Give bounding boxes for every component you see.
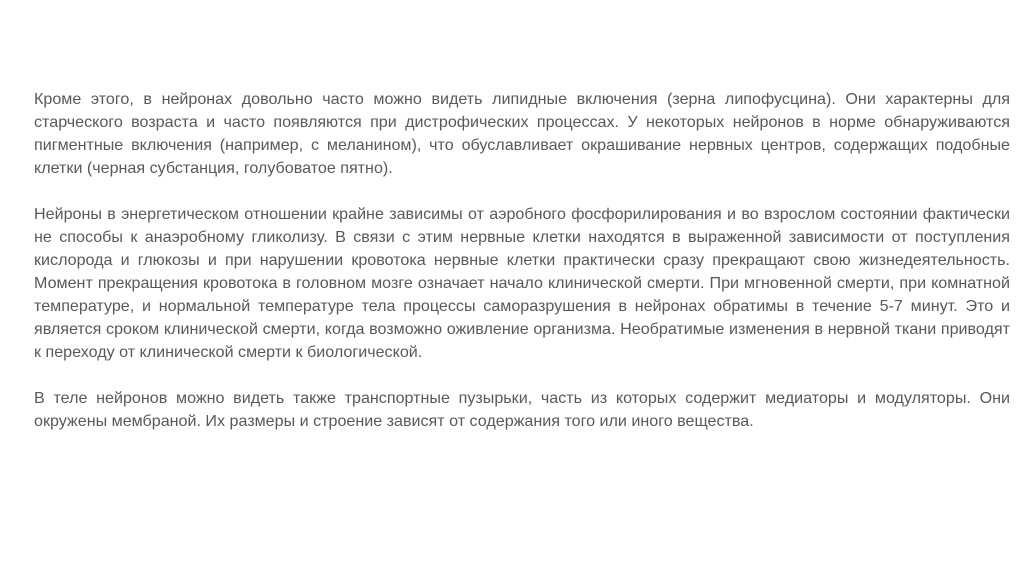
body-text — [34, 88, 1010, 433]
paragraph-lipid-inclusions: Кроме этого, в нейронах довольно часто можно видеть липидные включения (зерна липофусцина). Они характерны для старческого возраста и часто появляются при дистрофических процессах. У некоторых нейронов в норме обнаруживаются пигментные включения (например, с меланином), что обуславливает окрашивание нервных центров, содержащих подобные клетки (черная субстанция, голубоватое пятно). — [34, 90, 1010, 177]
paragraph-transport-vesicles: В теле нейронов можно видеть также транспортные пузырьки, часть из которых содержит медиаторы и модуляторы. Они окружены мембраной. Их размеры и строение зависят от содержания того или иного вещества. — [34, 389, 1010, 430]
paragraph-neuron-energy: Нейроны в энергетическом отношении крайне зависимы от аэробного фосфорилирования и во взрослом состоянии фактически не способы к анаэробному гликолизу. В связи с этим нервные клетки находятся в выраженной зависимости от поступления кислорода и глюкозы и при нарушении кровотока нервные клетки практически сразу прекращают свою жизнедеятельность. Момент прекращения кровотока в головном мозге означает начало клинической смерти. При мгновенной смерти, при комнатной температуре, и нормальной температуре тела процессы саморазрушения в нейронах обратимы в течение 5-7 минут. Это и является сроком клинической смерти, когда возможно оживление организма. Необратимые изменения в нервной ткани приводят к переходу от клинической смерти к биологической. — [34, 205, 1010, 361]
